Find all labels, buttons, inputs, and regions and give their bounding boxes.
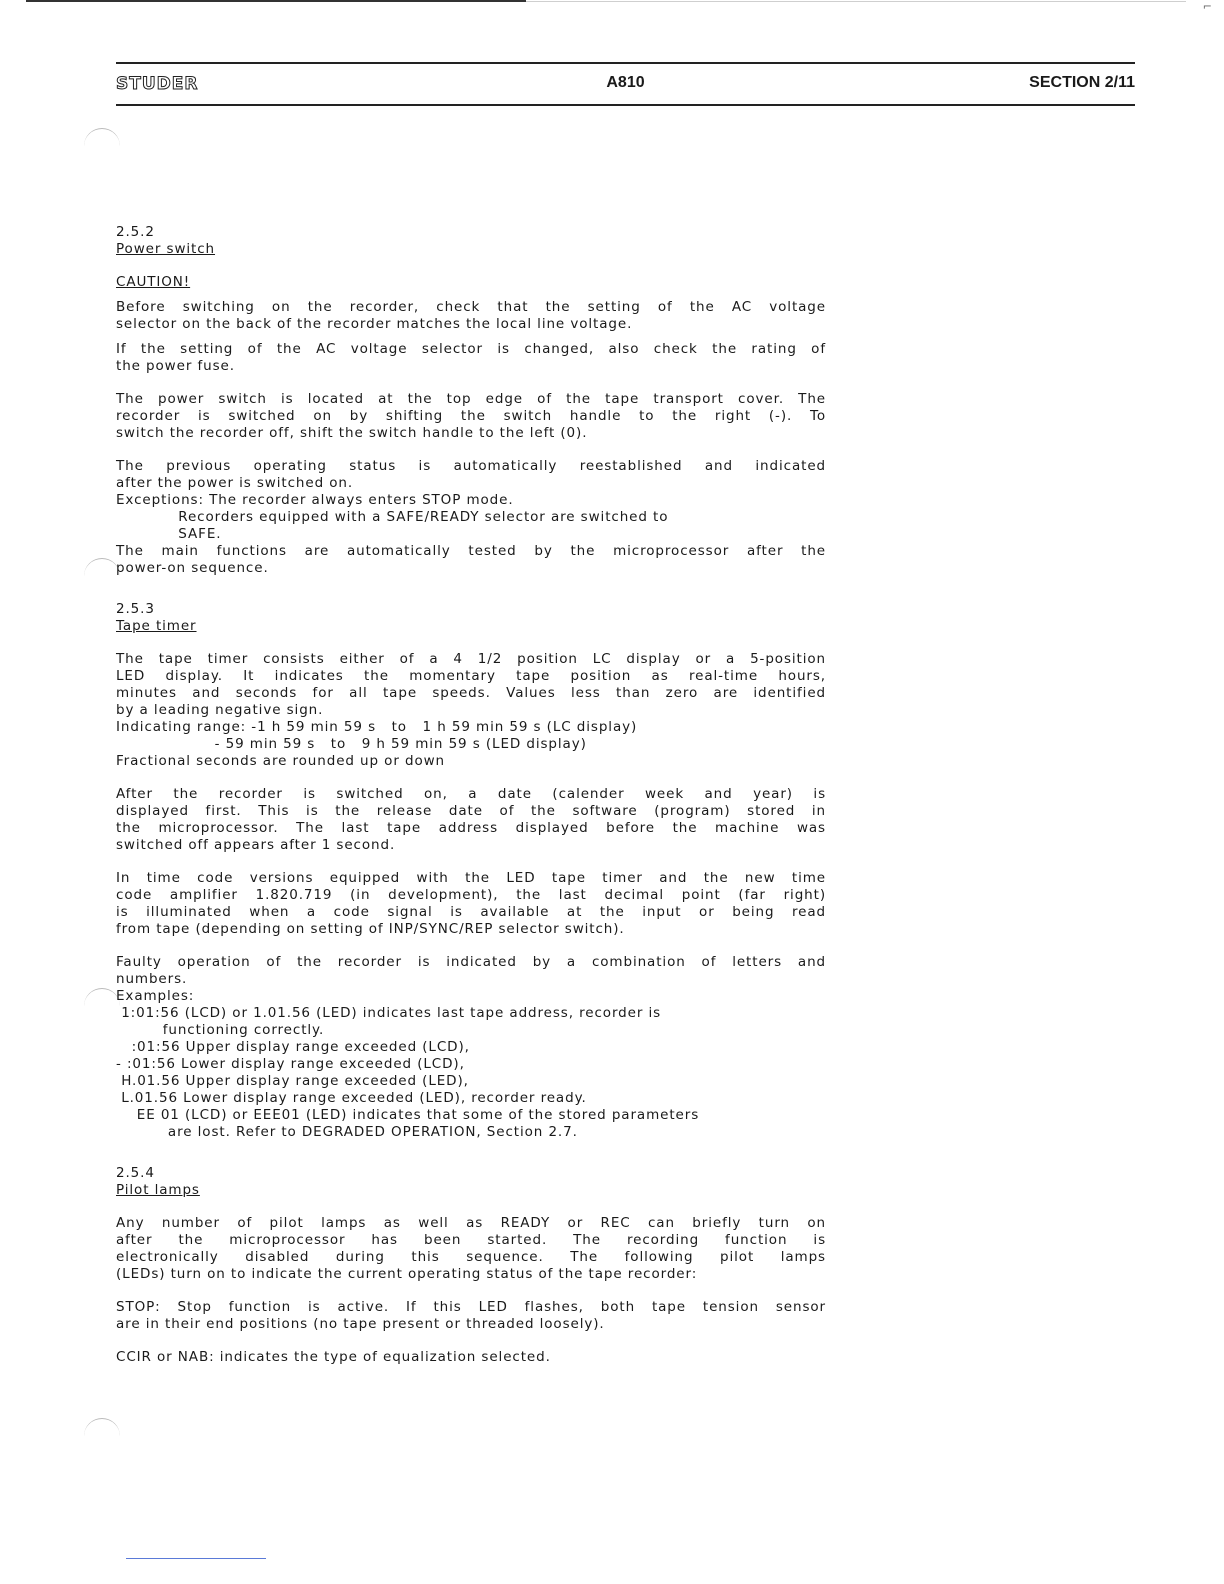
- paragraph-line: The power switch is located at the top edge of the tape transport cover. The: [116, 391, 826, 407]
- example-line: :01:56 Upper display range exceeded (LCD),: [116, 1039, 470, 1055]
- paragraph-line: after the microprocessor has been started. The recording function is: [116, 1232, 826, 1248]
- paragraph-line: is illuminated when a code signal is available at the input or being read: [116, 904, 826, 920]
- paragraph-line: electronically disabled during this sequence. The following pilot lamps: [116, 1249, 826, 1265]
- paragraph-line: CCIR or NAB: indicates the type of equalization selected.: [116, 1349, 551, 1365]
- paragraph-line: code amplifier 1.820.719 (in development), the last decimal point (far right): [116, 887, 826, 903]
- paragraph-line: by a leading negative sign.: [116, 702, 324, 718]
- paragraph-line: the microprocessor. The last tape address displayed before the machine was: [116, 820, 826, 836]
- section-title: Tape timer: [116, 618, 197, 634]
- paragraph-line: Before switching on the recorder, check that the setting of the AC voltage: [116, 299, 826, 315]
- paragraph-line: (LEDs) turn on to indicate the current operating status of the tape recorder:: [116, 1266, 698, 1282]
- paragraph-line: switch the recorder off, shift the switch handle to the left (0).: [116, 425, 588, 441]
- scan-edge-line-faint: [526, 1, 1186, 2]
- paragraph-line: recorder is switched on by shifting the switch handle to the right (-). To: [116, 408, 826, 424]
- section-number: 2.5.2: [116, 224, 155, 240]
- punch-hole-mark: [84, 1418, 120, 1437]
- section-number: 2.5.4: [116, 1165, 155, 1181]
- paragraph-line: SAFE.: [116, 526, 222, 542]
- paragraph-line: the power fuse.: [116, 358, 235, 374]
- example-line: 1:01:56 (LCD) or 1.01.56 (LED) indicates last tape address, recorder is: [116, 1005, 662, 1021]
- paragraph-line: In time code versions equipped with the LED tape timer and the new time: [116, 870, 826, 886]
- paragraph-line: displayed first. This is the release date of the software (program) stored in: [116, 803, 826, 819]
- example-line: L.01.56 Lower display range exceeded (LED), recorder ready.: [116, 1090, 587, 1106]
- paragraph-line: Fractional seconds are rounded up or down: [116, 753, 446, 769]
- caution-heading: CAUTION!: [116, 274, 191, 290]
- paragraph-line: The tape timer consists either of a 4 1/2 position LC display or a 5-position: [116, 651, 826, 667]
- punch-hole-mark: [84, 558, 120, 577]
- section-title: Pilot lamps: [116, 1182, 200, 1198]
- example-line: functioning correctly.: [116, 1022, 325, 1038]
- section-number: 2.5.3: [116, 601, 155, 617]
- paragraph-line: The previous operating status is automatically reestablished and indicated: [116, 458, 826, 474]
- document-body: [116, 224, 826, 1366]
- model-label: A810: [606, 74, 645, 91]
- paragraph-line: selector on the back of the recorder matches the local line voltage.: [116, 316, 633, 332]
- paragraph-line: - 59 min 59 s to 9 h 59 min 59 s (LED display): [116, 736, 587, 752]
- paragraph-line: power-on sequence.: [116, 560, 269, 576]
- example-line: EE 01 (LCD) or EEE01 (LED) indicates that some of the stored parameters: [116, 1107, 700, 1123]
- paragraph-line: Faulty operation of the recorder is indicated by a combination of letters and: [116, 954, 826, 970]
- paragraph-line: If the setting of the AC voltage selector is changed, also check the rating of: [116, 341, 826, 357]
- section-title: Power switch: [116, 241, 216, 257]
- paragraph-line: LED display. It indicates the momentary tape position as real-time hours,: [116, 668, 826, 684]
- scan-edge-line: [26, 0, 526, 2]
- scan-corner-mark: ⌐: [1202, 0, 1212, 13]
- example-line: H.01.56 Upper display range exceeded (LED),: [116, 1073, 469, 1089]
- punch-hole-mark: [84, 128, 120, 147]
- paragraph-line: from tape (depending on setting of INP/SYNC/REP selector switch).: [116, 921, 625, 937]
- studer-logo: STUDER: [116, 74, 199, 94]
- paragraph-line: Indicating range: -1 h 59 min 59 s to 1 h 59 min 59 s (LC display): [116, 719, 638, 735]
- example-line: - :01:56 Lower display range exceeded (LCD),: [116, 1056, 465, 1072]
- paragraph-line: STOP: Stop function is active. If this LED flashes, both tape tension sensor: [116, 1299, 826, 1315]
- page-header: [116, 62, 1135, 106]
- paragraph-line: Recorders equipped with a SAFE/READY selector are switched to: [116, 509, 669, 525]
- paragraph-line: Exceptions: The recorder always enters STOP mode.: [116, 492, 514, 508]
- paragraph-line: After the recorder is switched on, a date (calender week and year) is: [116, 786, 826, 802]
- paragraph-line: are in their end positions (no tape present or threaded loosely).: [116, 1316, 605, 1332]
- paragraph-line: switched off appears after 1 second.: [116, 837, 396, 853]
- example-line: are lost. Refer to DEGRADED OPERATION, Section 2.7.: [116, 1124, 578, 1140]
- punch-hole-mark: [84, 988, 120, 1007]
- paragraph-line: Examples:: [116, 988, 195, 1004]
- paragraph-line: Any number of pilot lamps as well as READY or REC can briefly turn on: [116, 1215, 826, 1231]
- paragraph-line: numbers.: [116, 971, 188, 987]
- paragraph-line: after the power is switched on.: [116, 475, 354, 491]
- scan-footer-line: [126, 1558, 266, 1559]
- paragraph-line: The main functions are automatically tested by the microprocessor after the: [116, 543, 826, 559]
- section-label: SECTION 2/11: [1029, 74, 1135, 91]
- paragraph-line: minutes and seconds for all tape speeds. Values less than zero are identified: [116, 685, 826, 701]
